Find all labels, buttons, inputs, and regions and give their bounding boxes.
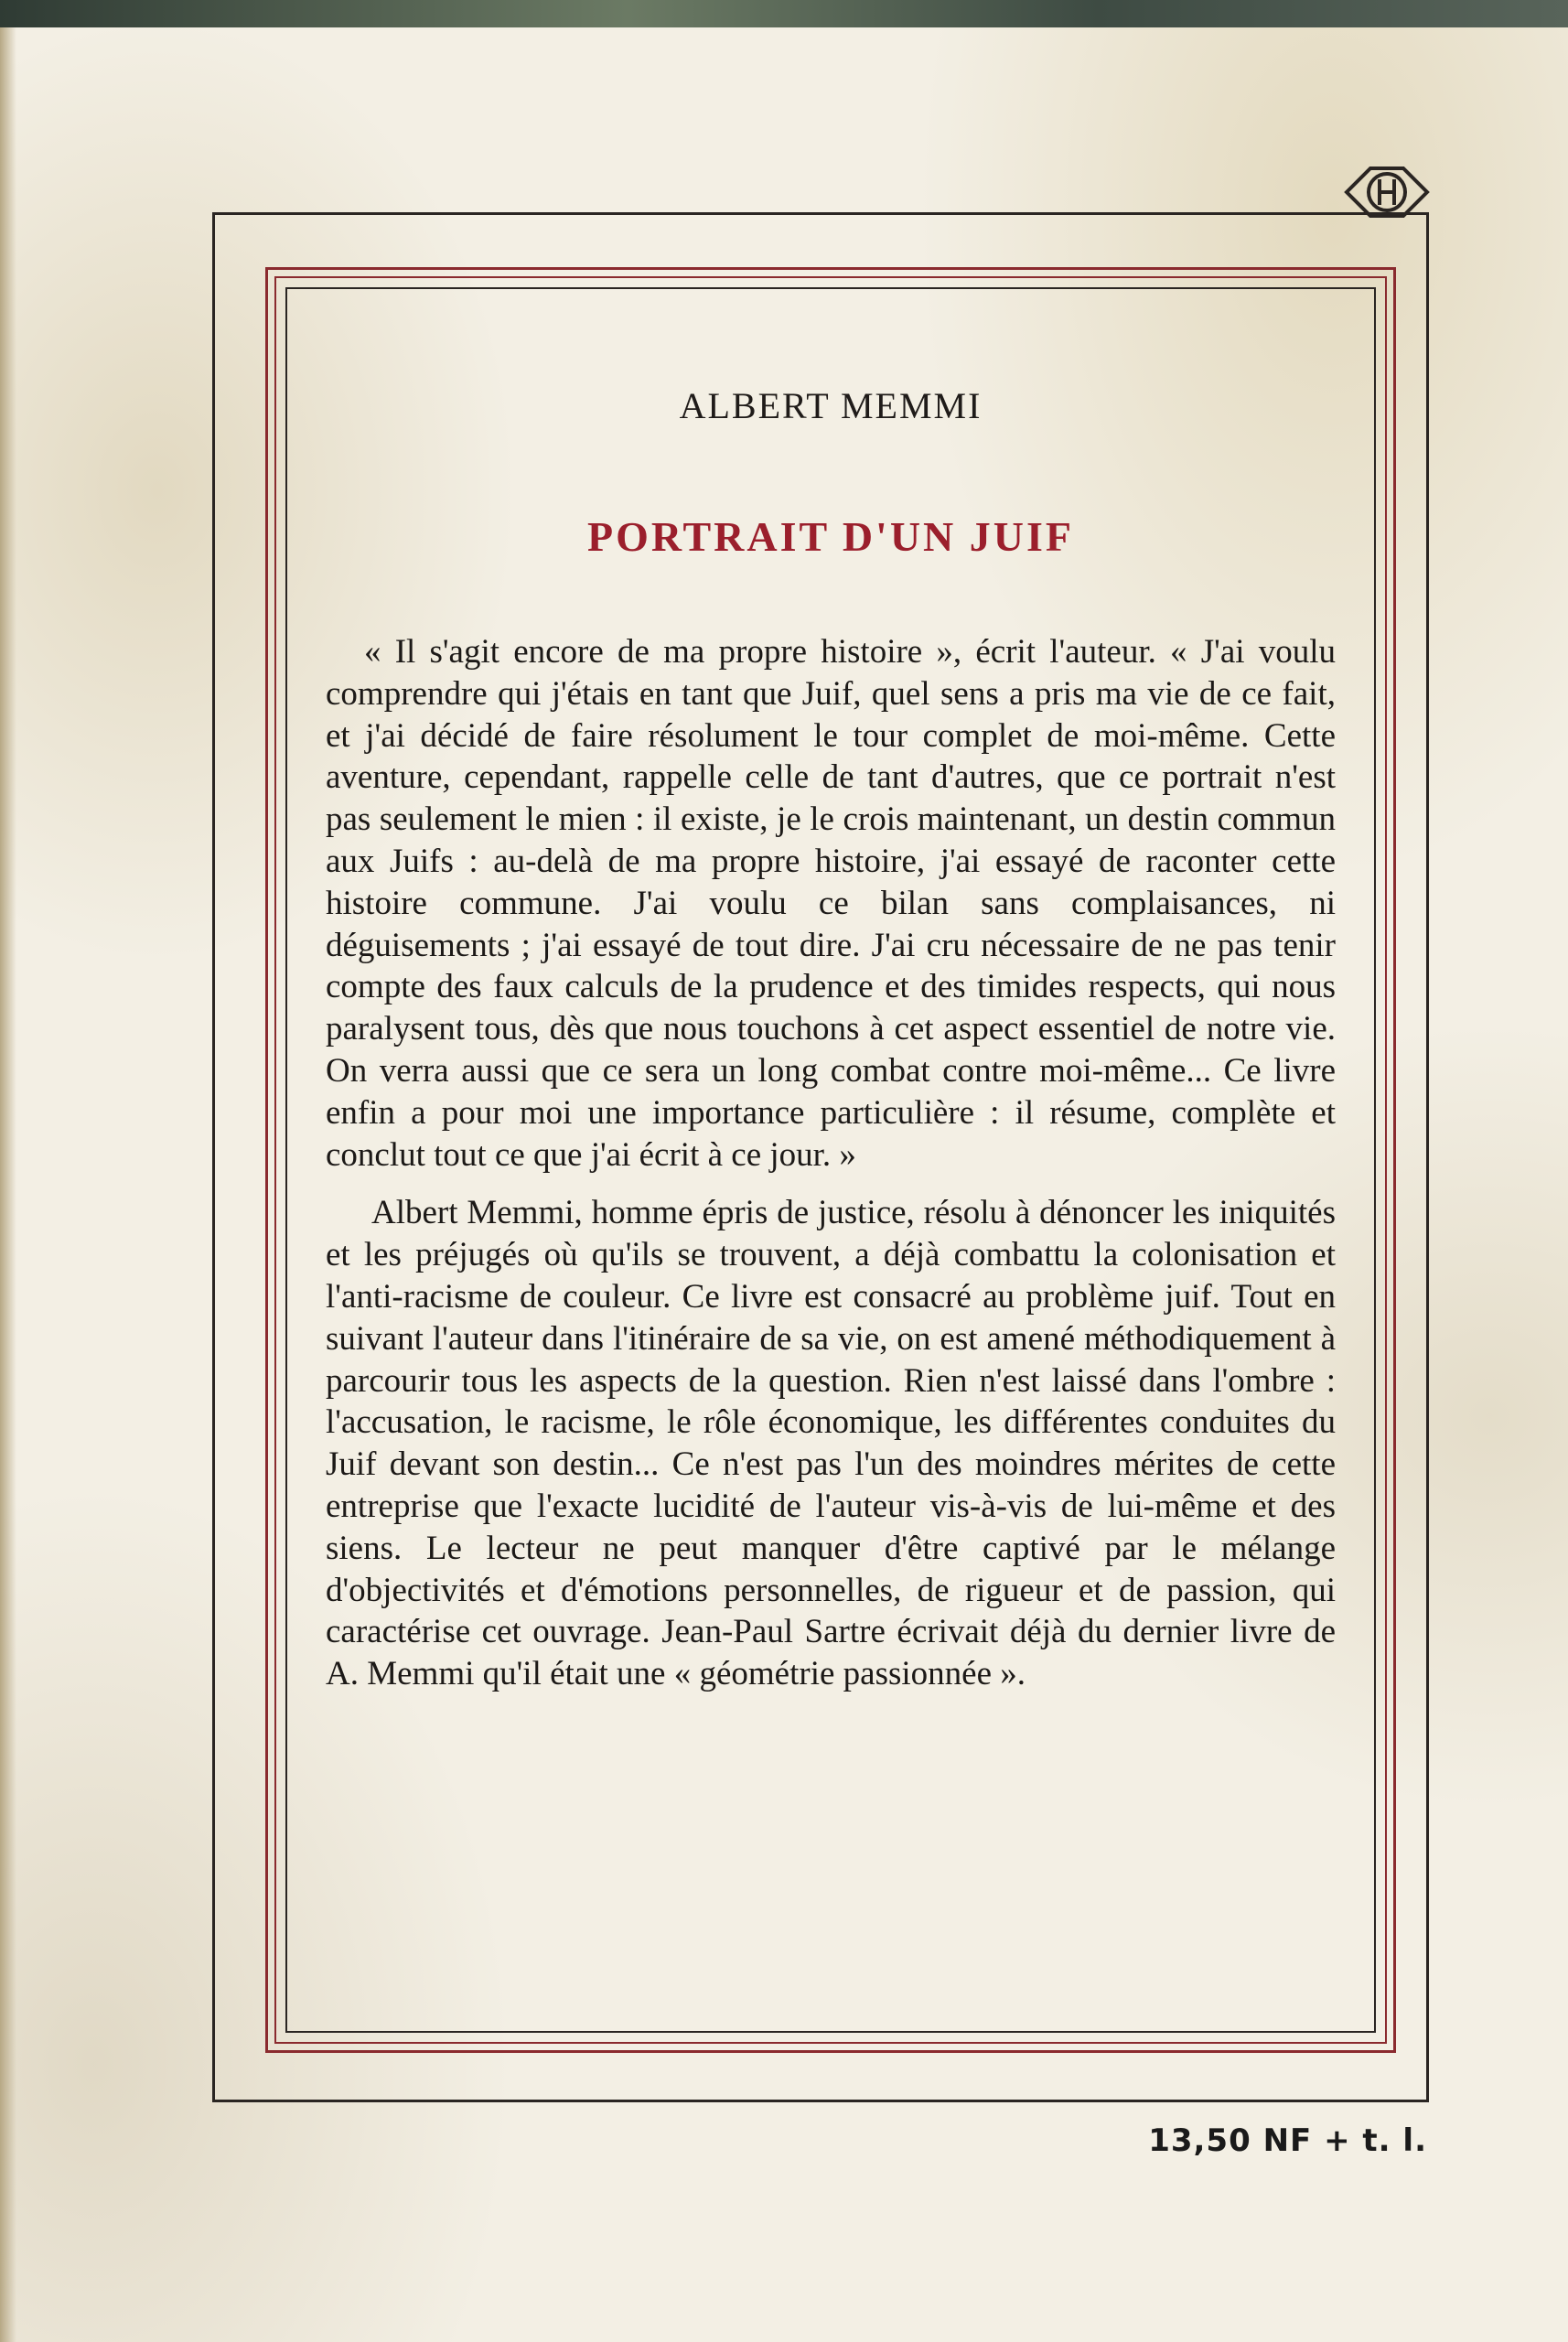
price-label: 13,50 NF + t. l. xyxy=(1148,2122,1427,2159)
blurb-paragraph-description: Albert Memmi, homme épris de justice, résolu à dénoncer les iniquités et les préjugés où qu'ils se trouvent, a déjà combattu la colonisation et l'anti-racisme de couleur. Ce livre est consacré au problème juif. Tout en suivant l'auteur dans l'itinéraire de sa vie, on est amené méthodiquement à parcourir tous les aspects de la question. Rien n'est laissé dans l'ombre : l'accusation, le racisme, le rôle économique, les différentes conduites du Juif devant son destin... Ce n'est pas l'un des moindres mérites de cette entreprise que l'exacte lucidité de l'auteur vis-à-vis de lui-même et des siens. Le lecteur ne peut manquer d'être captivé par le mélange d'objectivités et d'émotions personnelles, de rigueur et de passion, qui caractérise cet ouvrage. Jean-Paul Sartre écrivait déjà du dernier livre de A. Memmi qu'il était une « géométrie passionnée ». xyxy=(326,1194,1336,1693)
author-name: ALBERT MEMMI xyxy=(679,385,983,426)
cover-edge-shadow xyxy=(0,27,16,2342)
blurb xyxy=(326,631,1336,1695)
book-title: PORTRAIT D'UN JUIF xyxy=(586,513,1074,560)
blurb-paragraph-quote: « Il s'agit encore de ma propre histoire », écrit l'auteur. « J'ai voulu comprendre qui j'étais en tant que Juif, quel sens a pris ma vie de ce fait, et j'ai décidé de faire résolument le tour complet de moi-même. Cette aventure, cependant, rappelle celle de tant d'autres, que ce portrait n'est pas seulement le mien : il existe, je le crois maintenant, un destin commun aux Juifs : au-delà de ma propre histoire, j'ai essayé de raconter cette histoire commune. J'ai voulu ce bilan sans complaisances, ni déguisements ; j'ai essayé de tout dire. J'ai cru nécessaire de ne pas tenir compte des faux calculs de la prudence et des timides respects, qui nous paralysent tous, dès que nous touchons à cet aspect essentiel de notre vie. On verra aussi que ce sera un long combat contre moi-même... Ce livre enfin a pour moi une importance particulière : il résume, complète et conclut tout ce que j'ai écrit à ce jour. » xyxy=(326,633,1336,1174)
